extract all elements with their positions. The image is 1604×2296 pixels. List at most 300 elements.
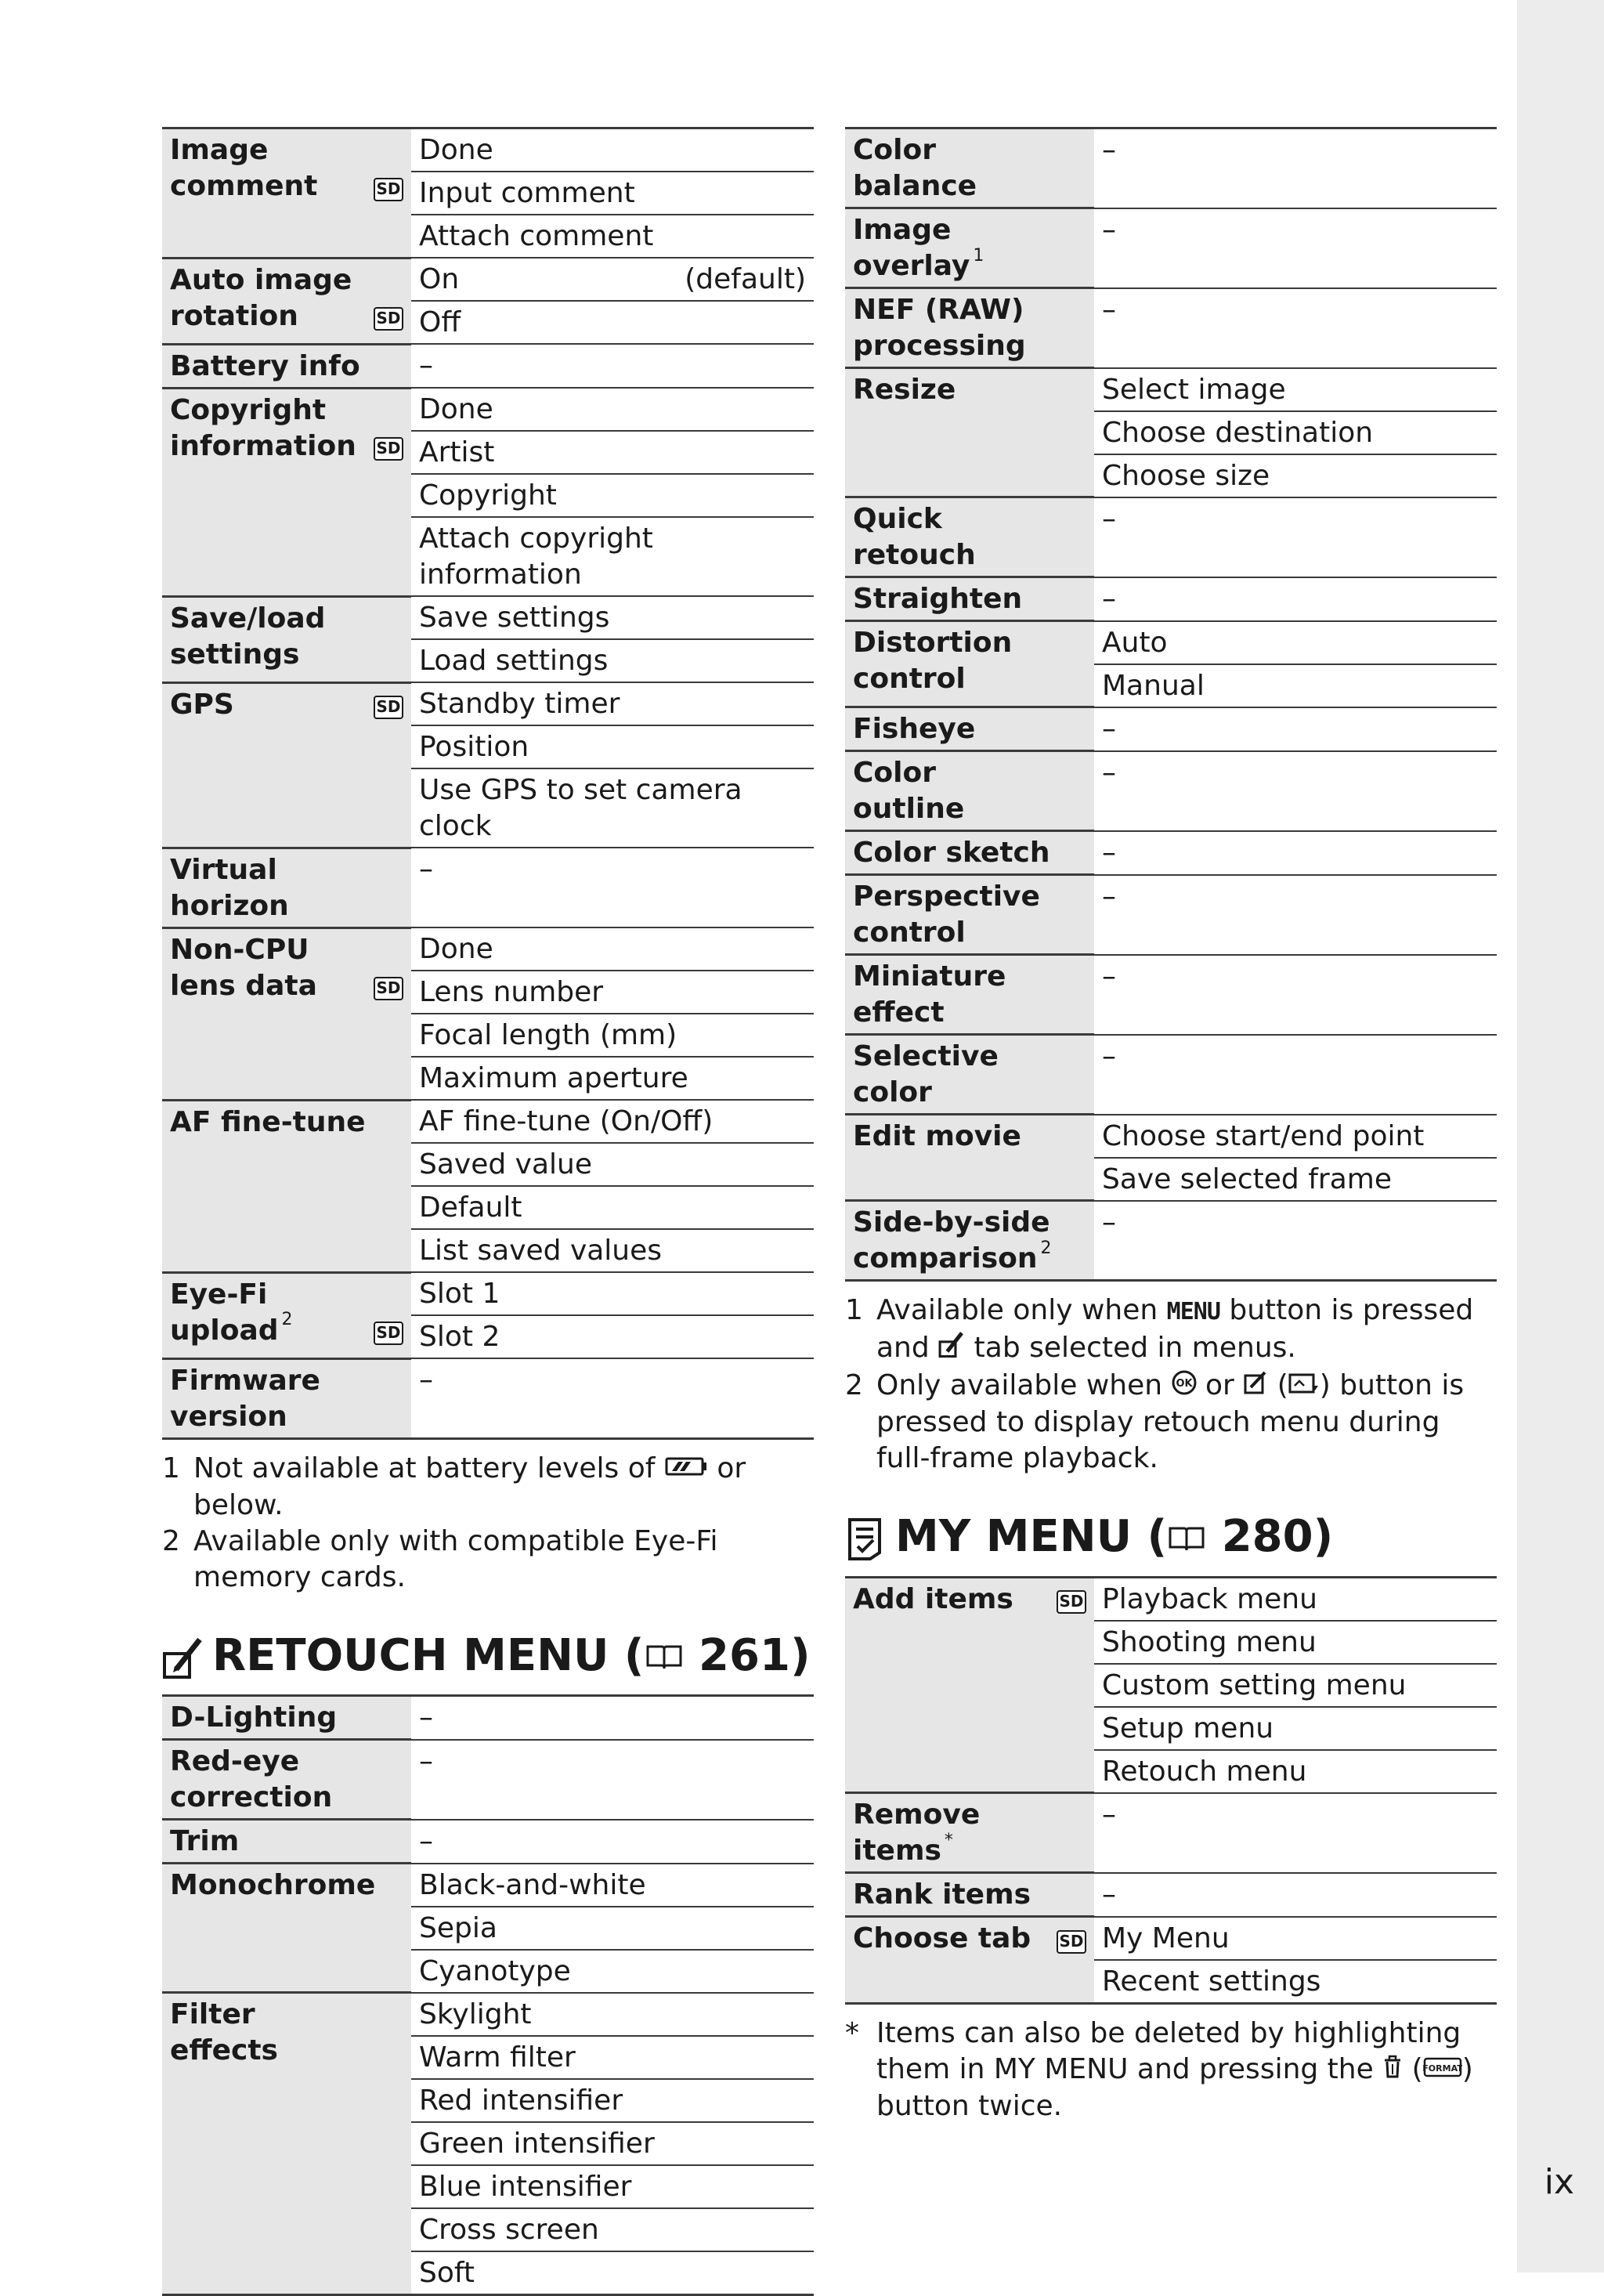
sd-card-icon: SD [1057, 1930, 1086, 1954]
menu-option-cell [411, 1907, 814, 1950]
menu-option-cell [1094, 1917, 1497, 1960]
menu-option-cell [411, 517, 814, 596]
page-side-tab [1517, 0, 1604, 2272]
menu-option-label: Lens number [419, 976, 604, 1008]
menu-item-cell [162, 1993, 411, 2295]
section-title: RETOUCH MENU ( [212, 1629, 645, 1681]
table-row [162, 128, 814, 172]
menu-option-label: Save settings [419, 602, 610, 634]
menu-option-cell [1094, 831, 1497, 875]
menu-item-cell [162, 128, 411, 259]
menu-option-cell [1094, 1577, 1497, 1621]
table-row [162, 927, 814, 971]
table-row [162, 1864, 814, 1907]
footnote-text-mid: button is pressed and [876, 1294, 1474, 1364]
menu-option-cell [1094, 1793, 1497, 1873]
battery-low-icon [664, 1452, 708, 1488]
table-row [845, 497, 1497, 577]
menu-item-label: AF fine-tune [170, 1105, 366, 1138]
menu-item-label: Non-CPU lens data [170, 933, 317, 1002]
menu-item-label: Virtual horizon [170, 853, 289, 922]
menu-option-cell [411, 639, 814, 682]
menu-option-label: Default [419, 1191, 522, 1224]
menu-option-label: Skylight [419, 1998, 532, 2030]
menu-option-cell [411, 1143, 814, 1186]
page-reference-icon [645, 1632, 684, 1683]
table-row [162, 596, 814, 639]
menu-option-label: Done [419, 134, 493, 166]
menu-option-label: – [419, 1824, 433, 1857]
menu-option-label: Maximum aperture [419, 1062, 688, 1094]
menu-option-label: Manual [1102, 669, 1205, 702]
footnote-text-end: ) button is pressed to display retouch menu during full-frame playback. [876, 1369, 1465, 1474]
table-row [845, 1115, 1497, 1158]
my-menu-table [845, 1576, 1497, 2005]
menu-option-cell [1094, 288, 1497, 368]
menu-option-cell [1094, 1664, 1497, 1707]
table-row [845, 1035, 1497, 1115]
left-footnotes [162, 1451, 814, 1596]
section-title: MY MENU ( [895, 1511, 1168, 1562]
footnote-text: Only available when [876, 1369, 1163, 1401]
table-row [845, 955, 1497, 1035]
menu-option-cell [1094, 368, 1497, 411]
menu-option-label: My Menu [1102, 1922, 1230, 1954]
menu-item-label: Perspective control [853, 880, 1040, 949]
menu-option-label: Choose size [1102, 459, 1270, 492]
menu-item-label: Distortion control [853, 627, 1013, 695]
menu-option-cell [1094, 1873, 1497, 1917]
menu-option-label: Focal length (mm) [419, 1019, 677, 1051]
menu-option-cell [411, 474, 814, 517]
menu-option-label: Choose start/end point [1102, 1119, 1425, 1152]
menu-item-label: Color outline [853, 757, 965, 825]
my-menu-heading [845, 1511, 1497, 1565]
menu-item-label: Selective color [853, 1040, 999, 1108]
menu-item-cell [845, 288, 1094, 368]
table-row [162, 344, 814, 388]
menu-item-label: Color sketch [853, 837, 1050, 869]
menu-option-label: Done [419, 393, 493, 425]
menu-option-cell [411, 2251, 814, 2295]
menu-option-label: – [1102, 756, 1116, 789]
menu-option-cell [1094, 128, 1497, 208]
menu-option-cell [411, 2036, 814, 2079]
menu-option-cell [411, 2165, 814, 2208]
menu-item-label: Miniature effect [853, 960, 1006, 1029]
menu-item-cell [162, 388, 411, 596]
right-column [845, 127, 1497, 2124]
menu-item-cell [845, 577, 1094, 621]
menu-option-label: Save selected frame [1102, 1162, 1392, 1195]
menu-option-label: Use GPS to set camera clock [419, 774, 742, 842]
menu-option-cell [411, 1100, 814, 1143]
menu-option-label: – [1102, 502, 1116, 535]
menu-option-cell [1094, 875, 1497, 955]
section-page-ref: 280 [1221, 1511, 1313, 1562]
table-row [845, 368, 1497, 411]
menu-option-cell [411, 1993, 814, 2036]
right-footnotes [845, 1293, 1497, 1477]
section-title-close: ) [789, 1629, 811, 1681]
footnote-text-end: ) button twice. [876, 2052, 1473, 2122]
menu-option-label: – [419, 853, 433, 885]
menu-option-label: Setup menu [1102, 1712, 1274, 1745]
footnote-text: Available only when [876, 1294, 1158, 1326]
menu-item-cell [162, 848, 411, 927]
page-number: ix [1544, 2162, 1574, 2202]
menu-option-cell [1094, 751, 1497, 831]
menu-option-label: – [1102, 836, 1116, 869]
menu-option-cell [411, 1229, 814, 1272]
table-row [845, 288, 1497, 368]
menu-option-cell [411, 682, 814, 725]
sd-card-icon: SD [374, 178, 403, 201]
setup-menu-table [162, 127, 814, 1440]
sd-card-icon: SD [374, 1322, 403, 1345]
table-row [845, 875, 1497, 955]
menu-option-label: Custom setting menu [1102, 1669, 1407, 1701]
menu-option-label: Off [419, 306, 461, 338]
menu-item-cell [845, 621, 1094, 707]
menu-option-label: Attach copyright information [419, 522, 653, 591]
menu-item-label: Firmware version [170, 1364, 320, 1433]
menu-option-cell [411, 215, 814, 258]
menu-item-cell [162, 1864, 411, 1993]
footnote-text-or: or [1205, 1369, 1234, 1401]
menu-item-cell [845, 1873, 1094, 1917]
menu-item-label: Eye-Fi upload [170, 1278, 279, 1347]
left-column [162, 127, 814, 2296]
retouch-menu-heading [162, 1630, 814, 1684]
footnote-number: 2 [162, 1524, 180, 1557]
menu-option-label: – [419, 1745, 433, 1777]
menu-item-label: Edit movie [853, 1120, 1021, 1152]
menu-option-cell [1094, 577, 1497, 621]
footnote-text-open: ( [1411, 2052, 1423, 2085]
menu-option-cell [411, 768, 814, 848]
table-row [845, 1917, 1497, 1960]
sd-card-icon: SD [374, 696, 403, 719]
menu-item-label: Resize [853, 374, 956, 406]
menu-option-cell [411, 1950, 814, 1993]
menu-option-label: – [1102, 880, 1116, 913]
menu-item-label: D-Lighting [170, 1701, 338, 1734]
menu-item-label: Copyright information [170, 393, 356, 462]
table-row [162, 1100, 814, 1143]
footnote-text: Not available at battery levels of [193, 1452, 656, 1484]
menu-option-label: Blue intensifier [419, 2170, 632, 2203]
menu-button-label: MENU [1166, 1298, 1220, 1325]
menu-option-label: Load settings [419, 645, 609, 677]
default-marker: (default) [685, 263, 806, 295]
table-row [845, 128, 1497, 208]
menu-option-cell [411, 971, 814, 1014]
menu-item-label: Rank items [853, 1878, 1031, 1911]
menu-item-cell [162, 1696, 411, 1740]
table-row [162, 1696, 814, 1740]
table-row [845, 577, 1497, 621]
menu-option-cell [1094, 454, 1497, 497]
menu-item-cell [845, 128, 1094, 208]
menu-option-cell [411, 2122, 814, 2165]
menu-option-label: Position [419, 731, 529, 763]
menu-item-cell [162, 1820, 411, 1864]
table-row [162, 682, 814, 725]
format-button-label: FORMAT [1422, 2063, 1462, 2074]
menu-option-cell [1094, 1158, 1497, 1201]
menu-option-label: Soft [419, 2256, 475, 2289]
menu-item-cell [845, 751, 1094, 831]
footnote-text-end: tab selected in menus. [974, 1332, 1296, 1364]
table-row [162, 1993, 814, 2036]
menu-item-label: Monochrome [170, 1869, 376, 1902]
menu-option-cell [411, 2208, 814, 2251]
menu-item-label: Side-by-side comparison [853, 1206, 1050, 1275]
menu-option-cell [411, 1820, 814, 1864]
table-row [162, 1820, 814, 1864]
menu-option-label: – [1102, 213, 1116, 246]
table-row [162, 258, 814, 301]
sd-card-icon: SD [374, 977, 403, 1000]
menu-item-cell [162, 344, 411, 388]
menu-option-cell [411, 1696, 814, 1740]
playback-zoom-icon [1288, 1369, 1320, 1405]
table-row [845, 1793, 1497, 1873]
menu-option-cell [411, 431, 814, 474]
menu-item-cell [162, 927, 411, 1100]
menu-option-label: Black-and-white [419, 1868, 646, 1901]
menu-item-label: Save/load settings [170, 602, 326, 671]
menu-item-label: Image overlay [853, 214, 970, 282]
menu-item-label: Image comment [170, 134, 318, 202]
menu-option-label: Recent settings [1102, 1965, 1321, 1998]
menu-item-cell [845, 955, 1094, 1035]
retouch-button-icon [1243, 1369, 1268, 1405]
menu-item-cell [162, 1358, 411, 1438]
menu-option-label: Sepia [419, 1911, 497, 1944]
menu-item-cell [845, 1035, 1094, 1115]
menu-item-label: Remove items [853, 1799, 981, 1868]
menu-option-label: Artist [419, 436, 495, 468]
table-row [845, 1873, 1497, 1917]
retouch-tab-icon [938, 1330, 965, 1368]
menu-item-cell [162, 1100, 411, 1272]
menu-option-cell [411, 128, 814, 172]
menu-option-cell [1094, 1960, 1497, 2004]
menu-item-label: Auto image rotation [170, 263, 352, 332]
sd-card-icon: SD [374, 437, 403, 461]
page-reference-icon [1167, 1513, 1206, 1565]
menu-option-label: Red intensifier [419, 2084, 623, 2117]
menu-option-label: – [419, 1364, 433, 1396]
menu-option-label: Slot 1 [419, 1278, 500, 1310]
menu-option-cell [1094, 621, 1497, 664]
menu-option-cell [1094, 411, 1497, 454]
table-row [845, 208, 1497, 288]
my-menu-footnote [845, 2016, 1497, 2124]
table-row [162, 388, 814, 431]
menu-option-label: Auto [1102, 626, 1168, 659]
menu-item-label: Choose tab [853, 1922, 1031, 1955]
menu-item-label: Color balance [853, 134, 977, 202]
footnote-asterisk [845, 2016, 1497, 2124]
menu-item-cell [845, 831, 1094, 875]
footnote-1 [845, 1293, 1497, 1368]
menu-option-label: – [419, 1701, 433, 1734]
delete-trash-icon [1382, 2052, 1403, 2088]
menu-option-label: Cyanotype [419, 1954, 571, 1987]
menu-item-label: Quick retouch [853, 503, 976, 571]
menu-option-label: – [1102, 1206, 1116, 1238]
menu-option-cell [411, 1014, 814, 1057]
menu-option-cell [1094, 664, 1497, 707]
menu-option-cell [1094, 1115, 1497, 1158]
menu-option-cell [411, 2079, 814, 2122]
menu-option-cell [1094, 955, 1497, 1035]
menu-option-cell [411, 1315, 814, 1358]
menu-option-label: – [1102, 712, 1116, 745]
sd-card-icon: SD [374, 307, 403, 331]
menu-option-label: – [1102, 1878, 1116, 1911]
menu-option-cell [1094, 208, 1497, 288]
sd-card-icon: SD [1057, 1590, 1086, 1614]
menu-item-cell [845, 875, 1094, 955]
menu-item-label: Add items [853, 1582, 1013, 1615]
menu-item-cell: Remove items * [845, 1793, 1094, 1873]
menu-option-label: Saved value [419, 1148, 592, 1181]
menu-option-label: Standby timer [419, 688, 620, 720]
menu-item-cell: Side-by-side comparison 2 [845, 1201, 1094, 1281]
menu-item-label: Filter effects [170, 1998, 278, 2067]
menu-option-cell [411, 1740, 814, 1820]
table-row [845, 831, 1497, 875]
menu-option-label: Warm filter [419, 2041, 576, 2074]
menu-option-cell [1094, 1035, 1497, 1115]
menu-item-label: Fisheye [853, 713, 976, 745]
menu-item-label: Trim [170, 1825, 240, 1858]
table-row [845, 1201, 1497, 1281]
menu-option-cell [411, 848, 814, 927]
menu-option-label: On [419, 263, 460, 295]
footnote-text-open: ( [1277, 1369, 1288, 1401]
menu-option-cell [411, 301, 814, 344]
retouch-menu-table-continued [845, 127, 1497, 1282]
section-page-ref: 261 [699, 1629, 790, 1681]
menu-option-cell [411, 258, 814, 301]
menu-item-label: Battery info [170, 349, 360, 382]
menu-option-label: Choose destination [1102, 416, 1374, 449]
footnote-text: Items can also be deleted by highlighting them in MY MENU and pressing the [876, 2016, 1461, 2085]
menu-item-label: Red-eye correction [170, 1745, 333, 1814]
menu-item-cell [845, 1917, 1094, 2004]
menu-item-cell [845, 1115, 1094, 1201]
table-row [162, 1358, 814, 1438]
menu-option-label: Green intensifier [419, 2127, 655, 2160]
menu-item-cell: Image overlay 1 [845, 208, 1094, 288]
menu-option-cell [411, 388, 814, 431]
menu-option-cell [411, 1186, 814, 1229]
ok-button-icon [1172, 1369, 1197, 1405]
menu-item-cell [162, 596, 411, 682]
menu-item-cell [845, 707, 1094, 751]
footnote-number: 1 [162, 1452, 180, 1484]
menu-item-label: GPS [170, 688, 234, 721]
menu-option-label: – [1102, 134, 1116, 166]
table-row [845, 1577, 1497, 1621]
footnote-text-end: or below. [193, 1452, 746, 1521]
retouch-menu-table [162, 1694, 814, 2296]
menu-option-cell [1094, 1201, 1497, 1281]
menu-option-label: Done [419, 933, 493, 965]
menu-option-label: – [419, 349, 433, 381]
menu-option-cell [1094, 1621, 1497, 1664]
menu-item-cell [845, 1577, 1094, 1793]
ok-button-label: OK [1175, 1378, 1193, 1390]
footnote-2 [845, 1368, 1497, 1477]
footnote-1 [162, 1451, 814, 1524]
format-button-icon [1423, 2052, 1462, 2088]
menu-item-label: NEF (RAW) processing [853, 294, 1026, 362]
menu-option-label: AF fine-tune (On/Off) [419, 1105, 713, 1137]
menu-option-label: – [1102, 582, 1116, 615]
menu-option-cell [411, 344, 814, 388]
table-row [162, 1740, 814, 1820]
section-title-close: ) [1313, 1511, 1334, 1562]
table-row [845, 707, 1497, 751]
menu-option-cell [1094, 1750, 1497, 1793]
menu-option-cell [1094, 707, 1497, 751]
menu-option-label: List saved values [419, 1235, 663, 1267]
menu-option-cell [411, 596, 814, 639]
menu-option-label: Retouch menu [1102, 1755, 1307, 1788]
menu-option-label: – [1102, 293, 1116, 326]
menu-option-label: Copyright [419, 479, 557, 512]
table-row [162, 1272, 814, 1315]
menu-item-cell [845, 497, 1094, 577]
table-row [845, 751, 1497, 831]
table-row [162, 848, 814, 927]
menu-item-cell [162, 258, 411, 344]
menu-option-cell [411, 1864, 814, 1907]
menu-item-cell [162, 1740, 411, 1820]
my-menu-icon [845, 1517, 887, 1562]
menu-option-cell [1094, 497, 1497, 577]
footnote-number: 2 [845, 1369, 863, 1401]
menu-option-label: Shooting menu [1102, 1625, 1317, 1658]
footnote-text: Available only with compatible Eye-Fi memory cards. [193, 1524, 718, 1593]
menu-item-cell: Eye-Fi upload 2 SD [162, 1272, 411, 1358]
menu-item-label: Straighten [853, 583, 1023, 615]
menu-option-cell [411, 172, 814, 215]
menu-option-label: – [1102, 1798, 1116, 1831]
menu-option-label: Input comment [419, 177, 635, 209]
table-row [845, 621, 1497, 664]
menu-option-label: – [1102, 960, 1116, 993]
menu-option-cell [411, 725, 814, 768]
menu-option-cell [411, 927, 814, 971]
footnote-2 [162, 1524, 814, 1596]
menu-option-cell [411, 1358, 814, 1438]
menu-option-cell [411, 1057, 814, 1100]
menu-item-cell [162, 682, 411, 848]
menu-option-label: – [1102, 1040, 1116, 1072]
menu-option-cell [411, 1272, 814, 1315]
menu-option-label: Attach comment [419, 220, 654, 252]
footnote-number: 1 [845, 1294, 863, 1326]
menu-option-label: Cross screen [419, 2213, 599, 2246]
menu-option-label: Select image [1102, 373, 1286, 406]
